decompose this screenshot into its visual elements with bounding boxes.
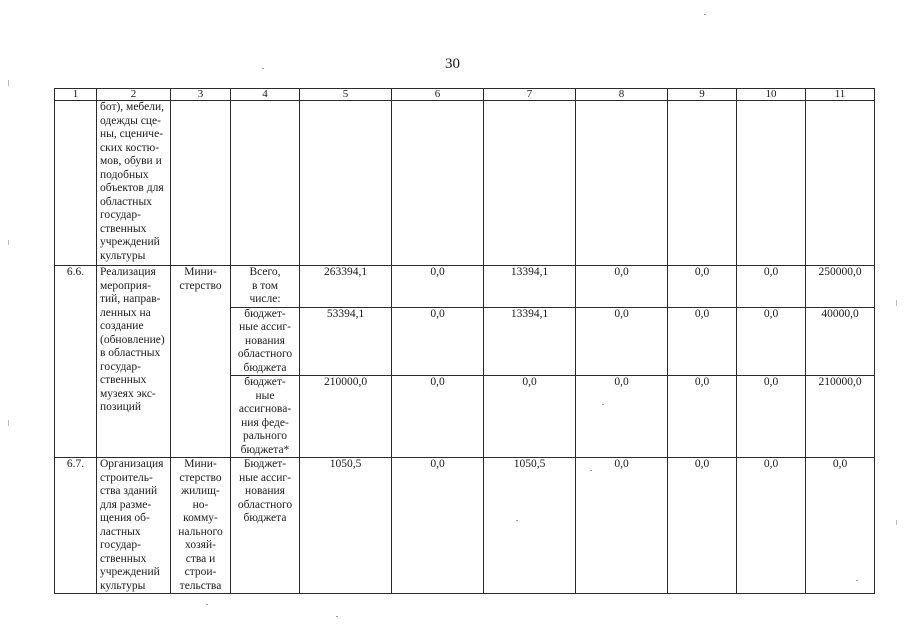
value-cell: 0,0	[484, 376, 576, 458]
value-cell: 0,0	[392, 376, 484, 458]
measure-name	[97, 458, 171, 594]
value-cell: 0,0	[737, 458, 806, 594]
scan-speck	[856, 580, 858, 581]
scan-mark	[8, 80, 9, 86]
table-row	[55, 458, 875, 594]
measure-text: Организация строитель- ства зданий для разме- щения об- ластных государ- ственных учреждений культуры	[100, 458, 164, 592]
executor-text: Мини- стерство жилищ- но- комму- нального хозяй- ства и строи- тельства	[178, 458, 223, 592]
value-cell: 263394,1	[300, 266, 392, 308]
page-number: 30	[445, 56, 460, 72]
value-cell: 0,0	[737, 307, 806, 376]
scan-mark	[8, 420, 9, 426]
funding-source	[231, 307, 300, 376]
executor	[171, 458, 231, 594]
scan-speck	[704, 14, 706, 15]
table-row	[55, 266, 875, 308]
scan-mark	[896, 300, 897, 306]
funding-source	[231, 266, 300, 308]
value-cell: 1050,5	[300, 458, 392, 594]
funding-source-text: Бюджет- ные ассиг- нования областного бюджета	[237, 458, 293, 524]
table-row	[55, 101, 875, 266]
executor	[171, 101, 231, 266]
value-cell	[668, 101, 737, 266]
column-number: 7	[484, 89, 576, 101]
executor	[171, 266, 231, 458]
value-cell	[737, 101, 806, 266]
value-cell	[806, 101, 875, 266]
funding-source-text: бюджет- ные ассиг- нования областного бюджета	[237, 307, 293, 374]
column-number: 5	[300, 89, 392, 101]
value-cell	[576, 101, 668, 266]
scan-speck	[336, 616, 338, 617]
value-cell: 0,0	[576, 307, 668, 376]
value-cell: 13394,1	[484, 266, 576, 308]
column-number: 9	[668, 89, 737, 101]
scan-speck	[516, 520, 518, 521]
value-cell: 0,0	[392, 458, 484, 594]
scan-speck	[602, 404, 604, 405]
value-cell	[300, 101, 392, 266]
budget-table	[54, 88, 875, 594]
column-number-row	[55, 89, 875, 101]
column-number: 4	[231, 89, 300, 101]
funding-source-text: бюджет- ные ассигнова- ния феде- рального бюджета*	[238, 376, 292, 456]
value-cell: 0,0	[737, 266, 806, 308]
value-cell: 1050,5	[484, 458, 576, 594]
executor-text: Мини- стерство	[179, 266, 222, 292]
column-number: 6	[392, 89, 484, 101]
scan-mark	[896, 520, 897, 525]
scan-speck	[590, 470, 592, 471]
value-cell: 210000,0	[300, 376, 392, 458]
measure-text: бот), мебели, одежды сце- ны, сцениче- ских костю- мов, обуви и подобных объектов для областных государ- ственных учреждений культуры	[100, 101, 165, 262]
value-cell: 0,0	[668, 376, 737, 458]
value-cell: 0,0	[668, 458, 737, 594]
value-cell: 0,0	[576, 458, 668, 594]
value-cell: 0,0	[737, 376, 806, 458]
value-cell: 13394,1	[484, 307, 576, 376]
column-number: 10	[737, 89, 806, 101]
measure-text: Реализация мероприя- тий, направ- ленных на создание (обновление) в областных государ- ственных музеях экс- позиций	[100, 266, 165, 413]
item-number: 6.6.	[55, 266, 97, 458]
funding-source	[231, 101, 300, 266]
funding-source	[231, 376, 300, 458]
value-cell: 0,0	[392, 307, 484, 376]
value-cell	[484, 101, 576, 266]
value-cell	[392, 101, 484, 266]
column-number: 1	[55, 89, 97, 101]
scan-speck	[262, 68, 264, 69]
measure-name	[97, 266, 171, 458]
value-cell: 0,0	[806, 458, 875, 594]
column-number: 11	[806, 89, 875, 101]
item-number	[55, 101, 97, 266]
value-cell: 0,0	[576, 376, 668, 458]
value-cell: 40000,0	[806, 307, 875, 376]
measure-name	[97, 101, 171, 266]
value-cell: 250000,0	[806, 266, 875, 308]
value-cell: 0,0	[576, 266, 668, 308]
column-number: 8	[576, 89, 668, 101]
scan-speck	[206, 604, 208, 605]
value-cell: 0,0	[668, 266, 737, 308]
item-number: 6.7.	[55, 458, 97, 594]
funding-source-text: Всего, в том числе:	[249, 266, 281, 305]
value-cell: 0,0	[668, 307, 737, 376]
value-cell: 0,0	[392, 266, 484, 308]
column-number: 2	[97, 89, 171, 101]
column-number: 3	[171, 89, 231, 101]
value-cell: 210000,0	[806, 376, 875, 458]
scan-mark	[8, 240, 9, 245]
funding-source	[231, 458, 300, 594]
value-cell: 53394,1	[300, 307, 392, 376]
